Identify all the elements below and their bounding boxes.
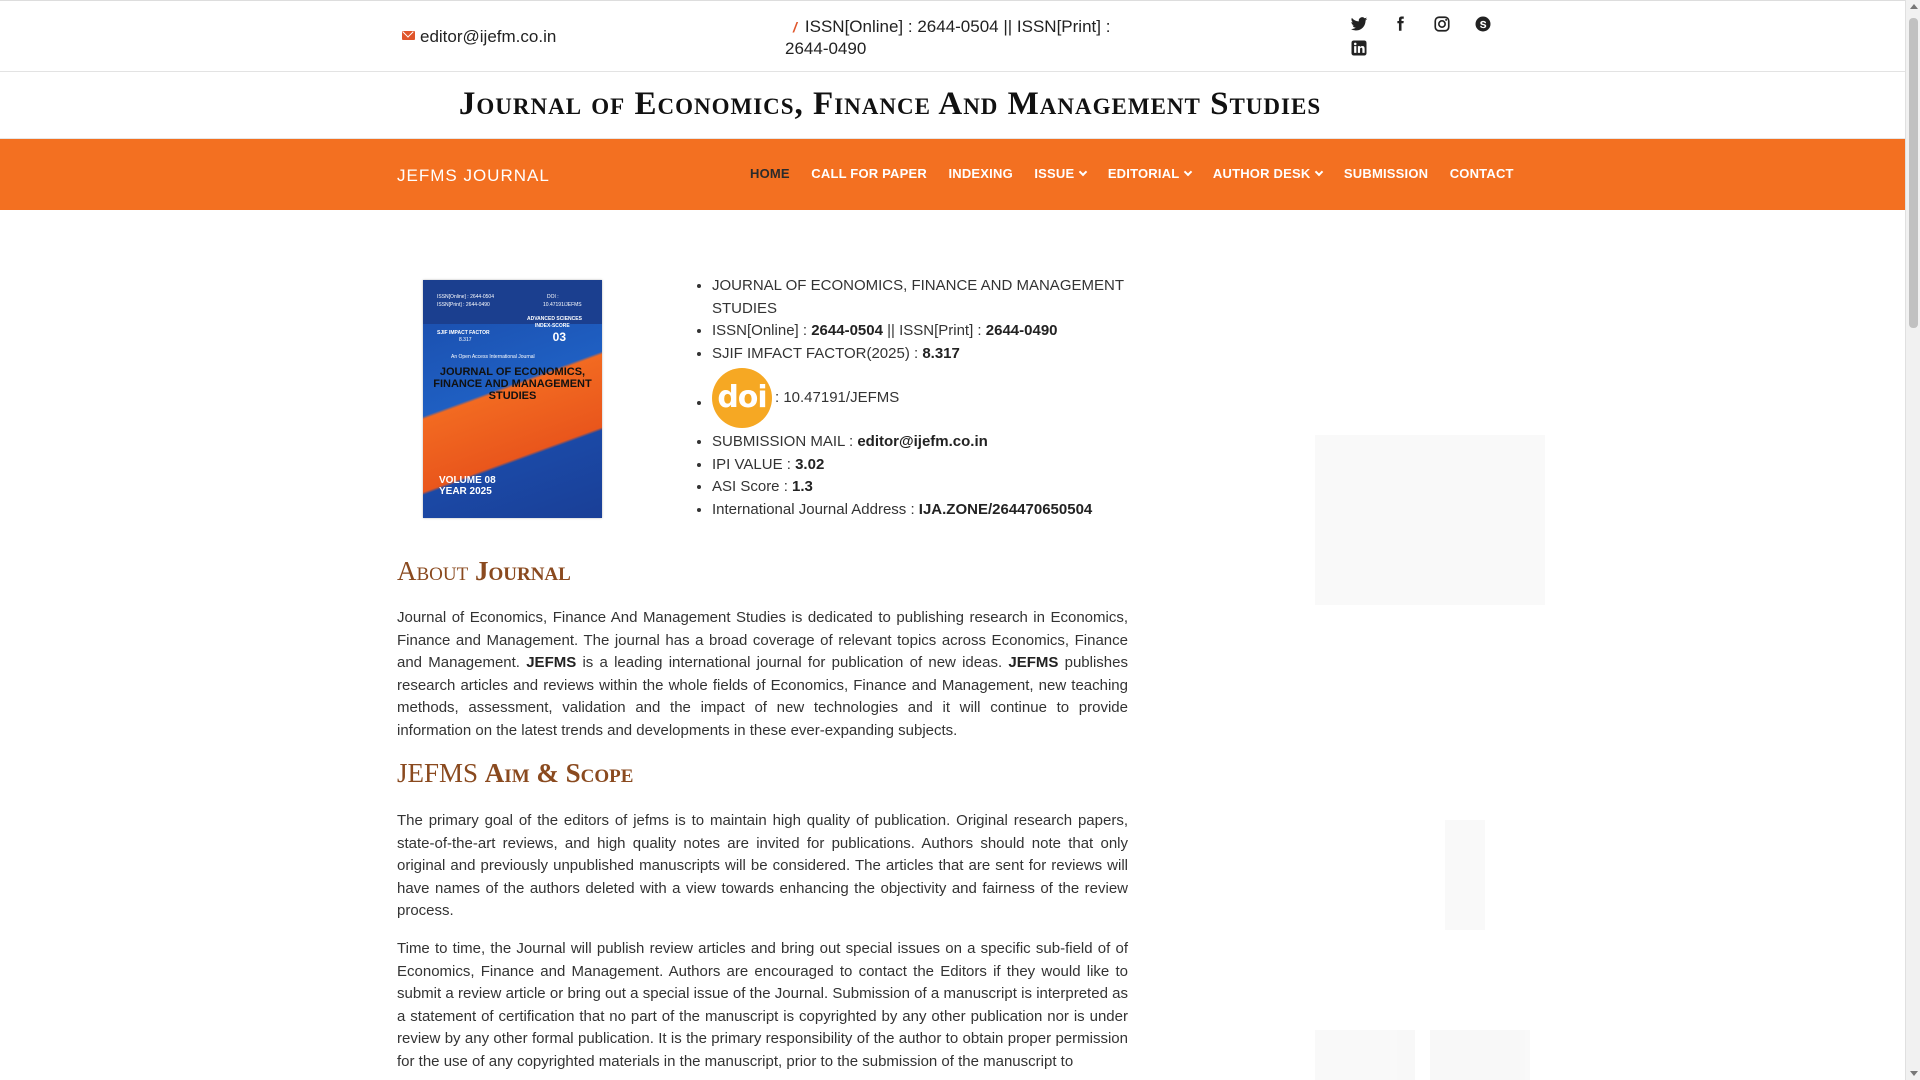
cover-title: JOURNAL OF ECONOMICS, FINANCE AND MANAGEMENT STUDIES xyxy=(433,366,592,402)
cover-open-access: An Open Access International Journal xyxy=(451,354,535,360)
cover-doi-value: 10.47191/JEFMS xyxy=(543,302,582,308)
nav-issue[interactable] xyxy=(1034,166,1086,181)
main-menu xyxy=(750,165,1531,183)
about-p1: Journal of Economics, Finance And Management Studies is dedicated to publishing research in Economics, Finance and Management. The journal has a broad coverage of relevant topics across Economics, Finance and Management. xyxy=(397,609,1128,672)
cover-issn-online: ISSN[Online] : 2644-0504 xyxy=(437,294,494,300)
nav-contact-label: CONTACT xyxy=(1449,166,1514,181)
nav-home-label: HOME xyxy=(750,166,790,181)
journal-cover-image xyxy=(423,280,602,518)
title-band xyxy=(0,73,1905,139)
chevron-down-icon xyxy=(1184,168,1192,176)
about-p1c: publishes research articles and reviews within the whole fields of Economics, Finance and Management, new teaching methods, assessment, validation and the impact of new technologies and it will continue to provide information on the latest trends and developments in these ever-expanding subjects. xyxy=(397,654,1128,739)
about-paragraph xyxy=(397,607,1128,743)
info-doi-value: : 10.47191/JEFMS xyxy=(775,388,900,406)
site-title[interactable]: Journal of Economics, Finance And Management Studies xyxy=(458,86,1322,122)
sidebar-ghost-bar xyxy=(1445,820,1485,930)
nav-indexing-label: INDEXING xyxy=(948,166,1013,181)
slash-icon: / xyxy=(793,19,797,35)
cover-doi-label: DOI : xyxy=(547,294,559,300)
scroll-down-arrow-icon[interactable] xyxy=(1910,1071,1918,1076)
nav-home[interactable] xyxy=(750,166,790,181)
about-heading-bold: Journal xyxy=(474,556,571,586)
nav-editorial[interactable] xyxy=(1108,166,1192,181)
cover-asi-score: 03 xyxy=(552,330,566,344)
aim-paragraph-1: The primary goal of the editors of jefms is to maintain high quality of publication. Original research papers, state-of-the-art reviews, and high quality notes are invited for publications. Authors should note that only original and previously unpublished manuscripts will be considered. The articles that are sent for reviews will have names of the authors deleted with a view towards enhancing the objectivity and fairness of the review process. xyxy=(397,812,1128,920)
info-address-label: International Journal Address : xyxy=(712,500,919,518)
email-text[interactable]: editor@ijefm.co.in xyxy=(420,27,557,46)
sidebar-ghost-thumb xyxy=(1315,1030,1415,1080)
instagram-icon[interactable] xyxy=(1433,15,1451,33)
info-issn-online: 2644-0504 xyxy=(811,322,883,339)
scroll-up-arrow-icon[interactable] xyxy=(1910,4,1918,9)
facebook-icon[interactable] xyxy=(1391,15,1409,33)
about-heading-pre: About xyxy=(397,556,475,586)
cover-issn-print: ISSN[Print] : 2644-0490 xyxy=(437,302,490,308)
cover-year-text: YEAR 2025 xyxy=(439,486,492,497)
page-scrollbar[interactable] xyxy=(1905,0,1920,1080)
info-mail-label: SUBMISSION MAIL : xyxy=(712,433,858,450)
info-address-value[interactable]: IJA.ZONE/264470650504 xyxy=(918,500,1093,518)
info-submission-mail xyxy=(712,431,1132,454)
about-jefms-1: JEFMS xyxy=(526,654,577,672)
info-journal-name xyxy=(712,275,1132,320)
nav-call-for-paper-label: CALL FOR PAPER xyxy=(811,166,927,181)
info-sjif-value: 8.317 xyxy=(922,344,960,362)
about-jefms-2: JEFMS xyxy=(1008,654,1059,672)
cover-volume-text: VOLUME 08 xyxy=(439,475,496,486)
info-ipi xyxy=(712,454,1132,477)
social-icons xyxy=(1350,15,1520,63)
cover-asi2: INDEX-SCORE xyxy=(535,323,570,329)
nav-author-desk-label: AUTHOR DESK xyxy=(1212,166,1311,181)
cover-asi: ADVANCED SCIENCES xyxy=(527,316,582,322)
skype-icon[interactable] xyxy=(1474,15,1492,33)
about-heading xyxy=(397,556,571,587)
info-issn-print: 2644-0490 xyxy=(985,322,1058,339)
aim-heading-bold: Aim & Scope xyxy=(484,758,634,788)
info-sjif xyxy=(712,343,1132,366)
top-contact-bar xyxy=(0,0,1905,72)
info-journal-name-text: JOURNAL OF ECONOMICS, FINANCE AND MANAGEMENT STUDIES xyxy=(712,277,1124,317)
nav-call-for-paper[interactable] xyxy=(811,166,927,181)
info-asi xyxy=(712,476,1132,499)
journal-info-list xyxy=(712,275,1132,521)
mail-icon xyxy=(402,31,415,40)
issn-line1: ISSN[Online] : 2644-0504 || ISSN[Print] : xyxy=(804,17,1111,36)
aim-paragraph-2: Time to time, the Journal will publish review articles and bring out special issues on a specific sub-field of of Economics, Finance and Management. Authors are encouraged to contact the Editors if they would like to submit a review article or bring out a special issue of the Journal. Submission of a manuscript is interpreted as a statement of certification that no part of the manuscript is copyrighted by any other publication nor is under review by any other formal publication. It is the primary responsibility of the author to obtain proper permission for the use of any copyrighted materials in the manuscript, prior to the submission of the manuscript to xyxy=(397,940,1128,1070)
scroll-thumb[interactable] xyxy=(1909,18,1918,328)
about-p1b: is a leading international journal for publication of new ideas. xyxy=(576,654,1009,672)
info-ipi-label: IPI VALUE : xyxy=(712,455,796,473)
cover-sjif-value: 8.317 xyxy=(459,337,472,343)
aim-heading-pre: JEFMS xyxy=(397,758,485,788)
cover-volume xyxy=(439,475,496,497)
linkedin-icon[interactable] xyxy=(1350,39,1368,57)
info-issn xyxy=(712,320,1132,343)
doi-row xyxy=(712,367,1132,429)
info-issn-label: ISSN[Online] : xyxy=(712,322,812,339)
sidebar-ghost-box xyxy=(1315,435,1545,605)
sidebar-ghost-thumb xyxy=(1430,1030,1530,1080)
nav-author-desk[interactable] xyxy=(1213,166,1323,181)
info-sjif-label: SJIF IMFACT FACTOR(2025) : xyxy=(712,344,923,362)
doi-logo-icon: • doi xyxy=(712,368,772,428)
info-issn-mid: || ISSN[Print] : xyxy=(882,322,986,339)
nav-contact[interactable] xyxy=(1450,166,1514,181)
top-email[interactable] xyxy=(402,27,556,47)
chevron-down-icon xyxy=(1315,168,1323,176)
twitter-icon[interactable] xyxy=(1350,15,1368,33)
info-asi-label: ASI Score : xyxy=(712,478,793,495)
nav-indexing[interactable] xyxy=(948,166,1012,181)
issn-line2: 2644-0490 xyxy=(785,39,867,58)
info-doi xyxy=(712,367,1132,429)
cover-sjif: SJIF IMPACT FACTOR xyxy=(437,330,490,336)
nav-editorial-label: EDITORIAL xyxy=(1107,166,1180,181)
nav-issue-label: ISSUE xyxy=(1034,166,1075,181)
brand-logo-text[interactable]: JEFMS JOURNAL xyxy=(397,166,550,185)
nav-submission-label: SUBMISSION xyxy=(1343,166,1429,181)
sidebar-faded xyxy=(1305,270,1555,1080)
nav-submission[interactable] xyxy=(1344,166,1428,181)
chevron-down-icon xyxy=(1079,168,1087,176)
main-navbar xyxy=(0,139,1905,210)
info-address xyxy=(712,499,1132,522)
info-ipi-value: 3.02 xyxy=(795,455,825,473)
info-asi-value: 1.3 xyxy=(792,478,813,495)
aim-heading xyxy=(397,758,633,789)
info-mail-value[interactable]: editor@ijefm.co.in xyxy=(857,433,988,450)
top-issn xyxy=(785,16,1130,59)
